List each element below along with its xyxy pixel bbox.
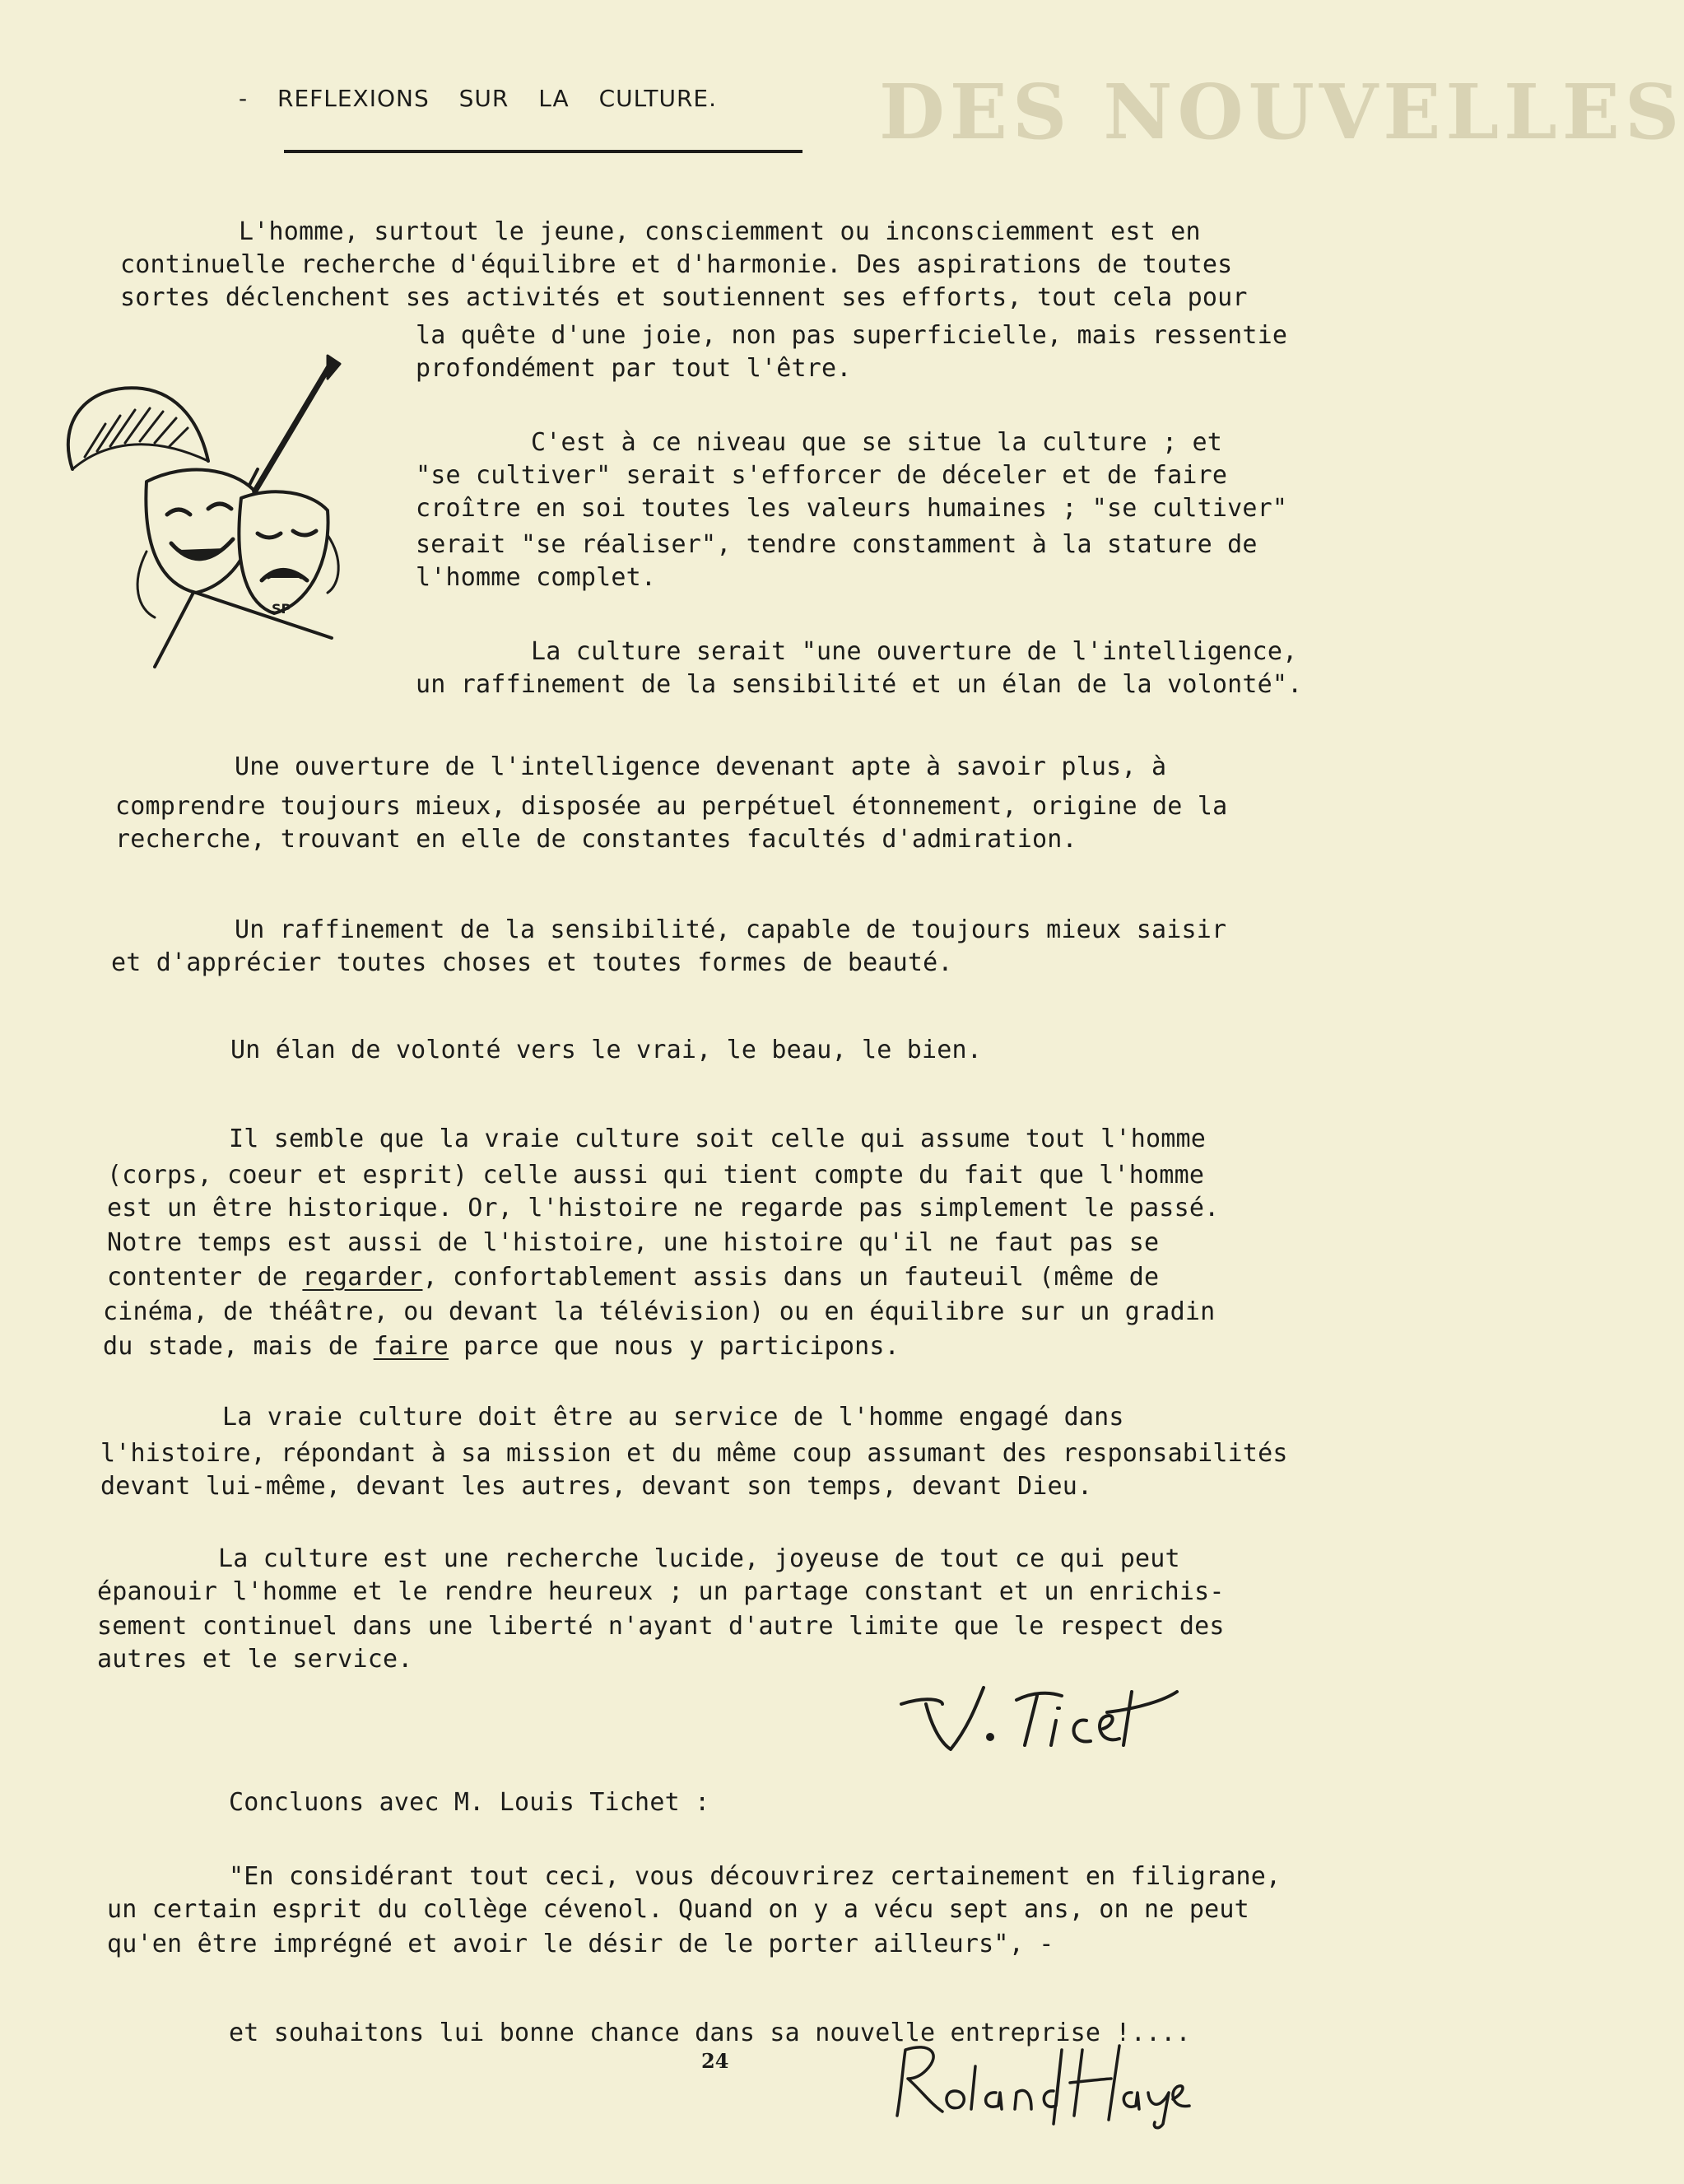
- text-line: est un être historique. Or, l'histoire ne regarde pas simplement le passé.: [107, 1194, 1220, 1222]
- text-line: qu'en être imprégné et avoir le désir de le porter ailleurs", -: [107, 1930, 1054, 1958]
- underlined-word: regarder: [302, 1263, 423, 1292]
- underlined-word: faire: [373, 1332, 449, 1361]
- text-line: "En considérant tout ceci, vous découvrirez certainement en filigrane,: [229, 1862, 1282, 1891]
- text-line: Notre temps est aussi de l'histoire, une histoire qu'il ne faut pas se: [107, 1228, 1160, 1257]
- page-number: 24: [701, 2049, 729, 2073]
- text-line: Une ouverture de l'intelligence devenant apte à savoir plus, à: [235, 752, 1167, 781]
- text-segment: , confortablement assis dans un fauteuil (même de: [422, 1263, 1160, 1292]
- text-line: autres et le service.: [97, 1645, 413, 1674]
- text-line: [103, 1330, 900, 1363]
- signature-tichet: [893, 1671, 1189, 1762]
- signature-hayez: [885, 2033, 1198, 2132]
- text-line: Concluons avec M. Louis Tichet :: [229, 1788, 710, 1817]
- article-title: - REFLEXIONS SUR LA CULTURE.: [239, 85, 717, 112]
- text-line: La vraie culture doit être au service de l'homme engagé dans: [222, 1403, 1124, 1432]
- text-segment: contenter de: [107, 1263, 303, 1292]
- text-line: épanouir l'homme et le rendre heureux ; un partage constant et un enrichis-: [97, 1577, 1225, 1606]
- text-line: sement continuel dans une liberté n'ayant d'autre limite que le respect des: [97, 1612, 1225, 1641]
- text-line: L'homme, surtout le jeune, consciemment ou inconsciemment est en: [239, 217, 1201, 246]
- text-line: [107, 1261, 1159, 1294]
- text-line: Un raffinement de la sensibilité, capable de toujours mieux saisir: [235, 915, 1227, 944]
- text-line: un raffinement de la sensibilité et un élan de la volonté".: [416, 670, 1303, 699]
- text-line: la quête d'une joie, non pas superficielle, mais ressentie: [416, 321, 1288, 350]
- text-line: C'est à ce niveau que se situe la culture ; et: [531, 428, 1223, 457]
- text-line: cinéma, de théâtre, ou devant la télévision) ou en équilibre sur un gradin: [103, 1297, 1216, 1326]
- text-line: un certain esprit du collège cévenol. Quand on y a vécu sept ans, on ne peut: [107, 1895, 1249, 1924]
- bleed-through-text: DES NOUVELLES: [879, 68, 1684, 156]
- text-line: comprendre toujours mieux, disposée au perpétuel étonnement, origine de la: [115, 792, 1228, 821]
- text-line: l'homme complet.: [416, 563, 657, 592]
- theatre-masks-icon: [56, 346, 352, 659]
- text-line: recherche, trouvant en elle de constantes facultés d'admiration.: [115, 825, 1077, 854]
- illustration-initials: SP: [272, 601, 291, 617]
- text-line: profondément par tout l'être.: [416, 354, 852, 383]
- text-line: et d'apprécier toutes choses et toutes formes de beauté.: [111, 948, 953, 977]
- title-underline: [284, 150, 802, 153]
- text-line: "se cultiver" serait s'efforcer de déceler et de faire: [416, 461, 1228, 490]
- text-line: et souhaitons lui bonne chance dans sa nouvelle entreprise !....: [229, 2019, 1191, 2047]
- text-line: l'histoire, répondant à sa mission et du même coup assumant des responsabilités: [100, 1439, 1288, 1468]
- text-line: Un élan de volonté vers le vrai, le beau, le bien.: [230, 1036, 983, 1064]
- text-line: croître en soi toutes les valeurs humaines ; "se cultiver": [416, 494, 1288, 523]
- text-line: La culture serait "une ouverture de l'intelligence,: [531, 637, 1298, 666]
- text-segment: parce que nous y participons.: [449, 1332, 900, 1361]
- text-line: sortes déclenchent ses activités et soutiennent ses efforts, tout cela pour: [120, 283, 1248, 312]
- text-line: (corps, coeur et esprit) celle aussi qui tient compte du fait que l'homme: [107, 1161, 1205, 1190]
- text-line: serait "se réaliser", tendre constamment à la stature de: [416, 530, 1258, 559]
- text-line: La culture est une recherche lucide, joyeuse de tout ce qui peut: [218, 1544, 1180, 1573]
- text-line: devant lui-même, devant les autres, devant son temps, devant Dieu.: [100, 1472, 1093, 1501]
- text-line: Il semble que la vraie culture soit celle qui assume tout l'homme: [229, 1125, 1206, 1153]
- text-line: continuelle recherche d'équilibre et d'harmonie. Des aspirations de toutes: [120, 250, 1233, 279]
- text-segment: du stade, mais de: [103, 1332, 374, 1361]
